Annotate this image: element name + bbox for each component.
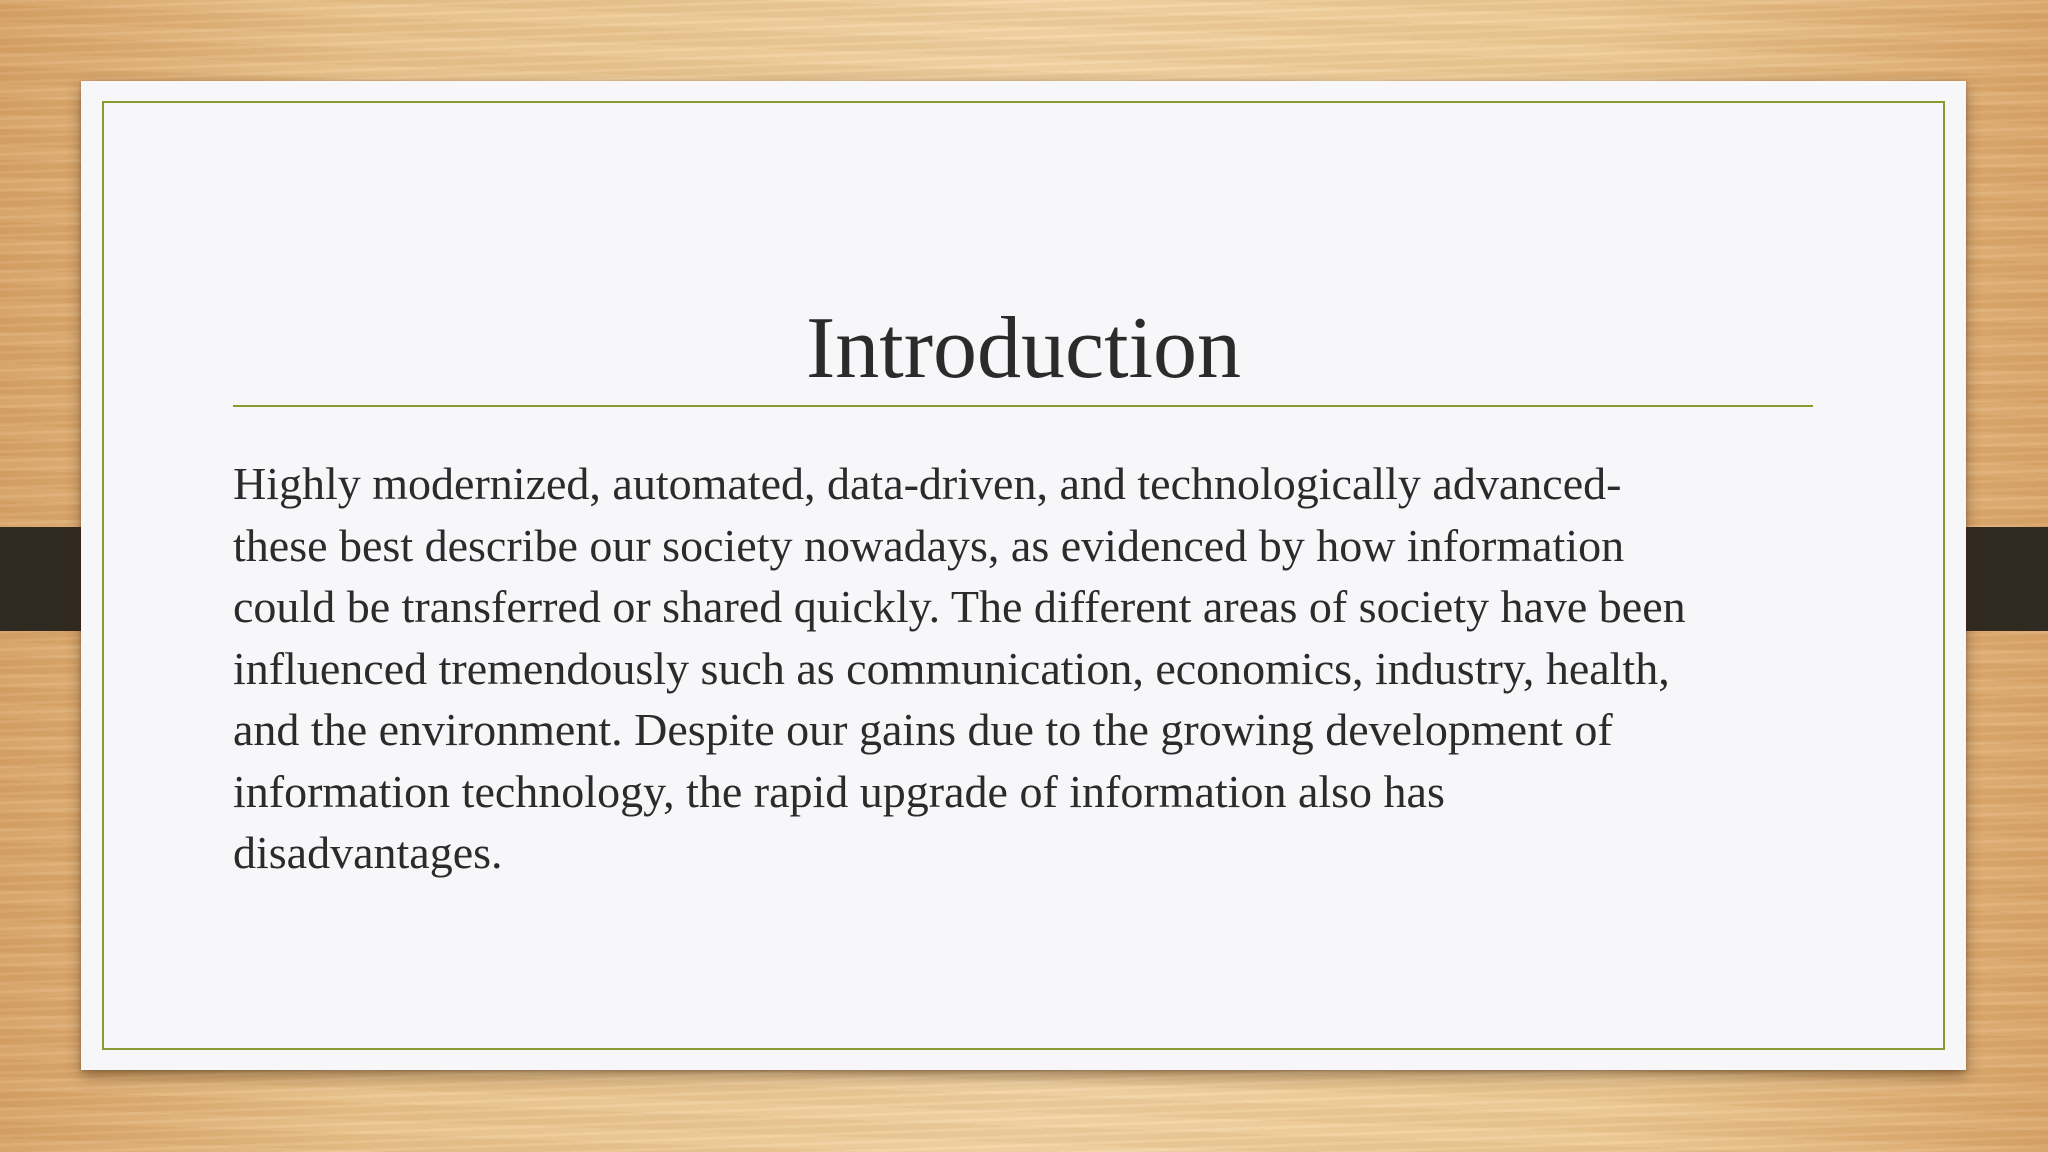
slide-card xyxy=(81,81,1966,1070)
slide-title: Introduction xyxy=(805,300,1241,397)
title-divider xyxy=(233,405,1813,407)
slide-body-text: Highly modernized, automated, data-driven, and technologically advanced- these best describe our society nowadays, as evidenced by how information could be transferred or shared quickly. The different areas of society have been influenced tremendously such as communication, economics, industry, health, and the environment. Despite our gains due to the growing development of information technology, the rapid upgrade of information also has disadvantages. xyxy=(233,458,1686,878)
